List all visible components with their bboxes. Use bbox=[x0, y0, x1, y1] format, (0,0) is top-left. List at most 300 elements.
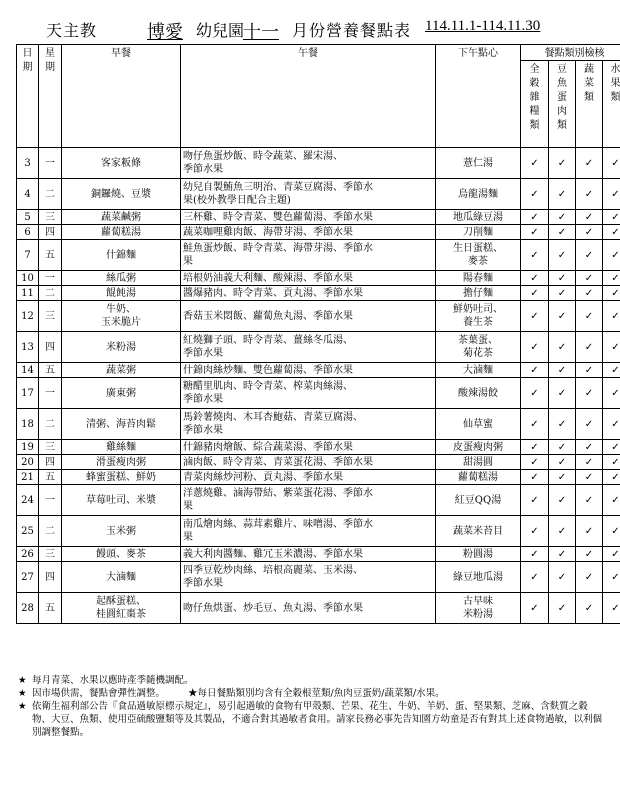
snack-cell bbox=[436, 225, 521, 240]
snack-cell bbox=[436, 470, 521, 485]
lunch-cell bbox=[181, 409, 436, 440]
snack-line: 養生茶 bbox=[463, 317, 493, 328]
star-bullet-icon: ★ bbox=[18, 688, 27, 699]
check-mark-icon: ✓ bbox=[549, 301, 576, 332]
snack-line: 蔬菜米苔目 bbox=[453, 525, 503, 537]
breakfast-line: 蜂蜜蛋糕、鮮奶 bbox=[86, 471, 156, 483]
check-mark-icon: ✓ bbox=[549, 485, 576, 516]
breakfast-cell bbox=[62, 240, 181, 271]
header-check-fruit: 水果類 bbox=[603, 61, 620, 148]
snack-line: 古早味 bbox=[463, 596, 493, 607]
check-mark-icon: ✓ bbox=[576, 148, 603, 179]
check-mark-icon: ✓ bbox=[603, 593, 620, 624]
lunch-cell bbox=[181, 485, 436, 516]
check-mark-icon: ✓ bbox=[521, 593, 549, 624]
header-lunch: 午餐 bbox=[181, 45, 436, 148]
day-cell: 24 bbox=[17, 485, 39, 516]
day-cell: 10 bbox=[17, 271, 39, 286]
snack-line: 擔仔麵 bbox=[463, 287, 493, 299]
check-mark-icon: ✓ bbox=[521, 562, 549, 593]
day-cell: 6 bbox=[17, 225, 39, 240]
snack-line: 菊花茶 bbox=[463, 348, 493, 359]
header-check-protein: 豆魚蛋肉類 bbox=[549, 61, 576, 148]
check-mark-icon: ✓ bbox=[549, 593, 576, 624]
table-row bbox=[17, 148, 620, 179]
weekday-cell: 五 bbox=[39, 593, 62, 624]
snack-cell bbox=[436, 409, 521, 440]
snack-line: 茶葉蛋、 bbox=[458, 335, 498, 346]
menu-table bbox=[16, 44, 620, 624]
check-mark-icon: ✓ bbox=[576, 378, 603, 409]
check-mark-icon: ✓ bbox=[603, 562, 620, 593]
breakfast-cell bbox=[62, 470, 181, 485]
lunch-line: 培根奶油義大利麵、酸辣湯、季節水果 bbox=[183, 272, 353, 284]
weekday-cell: 三 bbox=[39, 547, 62, 562]
check-mark-icon: ✓ bbox=[603, 485, 620, 516]
lunch-cell bbox=[181, 148, 436, 179]
snack-line: 大滷麵 bbox=[463, 364, 493, 376]
check-mark-icon: ✓ bbox=[576, 225, 603, 240]
snack-cell bbox=[436, 240, 521, 271]
lunch-cell bbox=[181, 363, 436, 378]
lunch-line: 果(校外教學日配合主題) bbox=[183, 195, 291, 206]
title-school-name: 博愛 bbox=[147, 22, 183, 43]
day-cell: 21 bbox=[17, 470, 39, 485]
note-allergens: 依衛生福利部公告『食品過敏原標示規定』，易引起過敏的食物有甲殼類、芒果、花生、牛奶、羊奶、蛋、堅果類、芝麻、含麩質之穀物、大豆、魚類、使用亞硫酸鹽類等及其製品，不適合對其過敏者食用。請家長務必事先告知園方幼童是否有對其上述食物過敏，以利個別調整餐點。 bbox=[32, 701, 603, 738]
day-cell: 11 bbox=[17, 286, 39, 301]
check-mark-icon: ✓ bbox=[521, 286, 549, 301]
check-mark-icon: ✓ bbox=[576, 271, 603, 286]
day-cell: 4 bbox=[17, 179, 39, 210]
header-day: 日期 bbox=[17, 45, 39, 148]
lunch-cell bbox=[181, 179, 436, 210]
lunch-cell bbox=[181, 593, 436, 624]
day-cell: 20 bbox=[17, 455, 39, 470]
lunch-line: 馬鈴薯燒肉、木耳杏鮑菇、青菜豆腐湯、 bbox=[183, 412, 363, 423]
check-mark-icon: ✓ bbox=[521, 240, 549, 271]
snack-cell bbox=[436, 332, 521, 363]
check-mark-icon: ✓ bbox=[549, 225, 576, 240]
snack-cell bbox=[436, 440, 521, 455]
check-mark-icon: ✓ bbox=[521, 378, 549, 409]
check-mark-icon: ✓ bbox=[549, 179, 576, 210]
check-mark-icon: ✓ bbox=[603, 363, 620, 378]
lunch-line: 吻仔魚烘蛋、炒毛豆、魚丸湯、季節水果 bbox=[183, 602, 363, 614]
lunch-line: 什錦肉絲炒麵、雙色蘿蔔湯、季節水果 bbox=[183, 364, 353, 376]
check-mark-icon: ✓ bbox=[576, 562, 603, 593]
breakfast-cell bbox=[62, 148, 181, 179]
snack-cell bbox=[436, 271, 521, 286]
check-mark-icon: ✓ bbox=[521, 470, 549, 485]
check-mark-icon: ✓ bbox=[576, 301, 603, 332]
breakfast-cell bbox=[62, 485, 181, 516]
check-mark-icon: ✓ bbox=[549, 470, 576, 485]
check-mark-icon: ✓ bbox=[576, 210, 603, 225]
menu-body bbox=[17, 148, 620, 624]
check-mark-icon: ✓ bbox=[603, 286, 620, 301]
check-mark-icon: ✓ bbox=[549, 547, 576, 562]
snack-cell bbox=[436, 210, 521, 225]
lunch-line: 醬爆豬肉、時令青菜、貢丸湯、季節水果 bbox=[183, 287, 363, 299]
table-row bbox=[17, 593, 620, 624]
breakfast-cell bbox=[62, 363, 181, 378]
check-mark-icon: ✓ bbox=[603, 240, 620, 271]
lunch-line: 蔬菜咖哩雞肉飯、海帶芽湯、季節水果 bbox=[183, 226, 353, 238]
breakfast-cell bbox=[62, 378, 181, 409]
lunch-line: 鮭魚蛋炒飯、時令青菜、海帶芽湯、季節水 bbox=[183, 243, 373, 254]
check-mark-icon: ✓ bbox=[603, 179, 620, 210]
lunch-line: 什錦豬肉燴飯、綜合蔬菜湯、季節水果 bbox=[183, 441, 353, 453]
check-mark-icon: ✓ bbox=[549, 210, 576, 225]
snack-cell bbox=[436, 301, 521, 332]
breakfast-line: 客家粄條 bbox=[101, 157, 141, 169]
day-cell: 12 bbox=[17, 301, 39, 332]
lunch-line: 季節水果 bbox=[183, 348, 223, 359]
weekday-cell: 一 bbox=[39, 378, 62, 409]
check-mark-icon: ✓ bbox=[576, 409, 603, 440]
breakfast-cell bbox=[62, 593, 181, 624]
check-mark-icon: ✓ bbox=[576, 440, 603, 455]
check-mark-icon: ✓ bbox=[603, 409, 620, 440]
snack-line: 仙草蜜 bbox=[463, 418, 493, 430]
day-cell: 3 bbox=[17, 148, 39, 179]
lunch-cell bbox=[181, 286, 436, 301]
note-line bbox=[16, 674, 606, 687]
check-mark-icon: ✓ bbox=[521, 440, 549, 455]
check-mark-icon: ✓ bbox=[521, 332, 549, 363]
check-mark-icon: ✓ bbox=[603, 455, 620, 470]
breakfast-line: 大滷麵 bbox=[106, 571, 136, 583]
check-mark-icon: ✓ bbox=[603, 440, 620, 455]
table-row bbox=[17, 378, 620, 409]
lunch-line: 果 bbox=[183, 532, 193, 543]
snack-line: 麥茶 bbox=[468, 256, 488, 267]
breakfast-cell bbox=[62, 516, 181, 547]
check-mark-icon: ✓ bbox=[521, 547, 549, 562]
day-cell: 13 bbox=[17, 332, 39, 363]
note-adjust: 因市場供需，餐點會彈性調整。 bbox=[32, 688, 166, 699]
day-cell: 17 bbox=[17, 378, 39, 409]
title-org: 天主教 bbox=[46, 21, 98, 40]
table-row bbox=[17, 271, 620, 286]
title-month: 十一 bbox=[243, 22, 279, 43]
table-row bbox=[17, 286, 620, 301]
weekday-cell: 二 bbox=[39, 179, 62, 210]
breakfast-line: 什錦麵 bbox=[106, 249, 136, 261]
lunch-line: 季節水果 bbox=[183, 164, 223, 175]
table-row bbox=[17, 409, 620, 440]
check-mark-icon: ✓ bbox=[549, 240, 576, 271]
weekday-cell: 四 bbox=[39, 225, 62, 240]
check-mark-icon: ✓ bbox=[576, 240, 603, 271]
check-mark-icon: ✓ bbox=[576, 455, 603, 470]
check-mark-icon: ✓ bbox=[603, 332, 620, 363]
lunch-line: 果 bbox=[183, 256, 193, 267]
lunch-cell bbox=[181, 455, 436, 470]
day-cell: 27 bbox=[17, 562, 39, 593]
snack-cell bbox=[436, 593, 521, 624]
snack-line: 生日蛋糕、 bbox=[453, 243, 503, 254]
check-mark-icon: ✓ bbox=[549, 148, 576, 179]
weekday-cell: 二 bbox=[39, 409, 62, 440]
check-mark-icon: ✓ bbox=[521, 455, 549, 470]
breakfast-cell bbox=[62, 455, 181, 470]
table-row bbox=[17, 179, 620, 210]
check-mark-icon: ✓ bbox=[603, 210, 620, 225]
star-bullet-icon: ★ bbox=[18, 675, 27, 686]
check-mark-icon: ✓ bbox=[521, 271, 549, 286]
lunch-cell bbox=[181, 240, 436, 271]
check-mark-icon: ✓ bbox=[549, 332, 576, 363]
breakfast-line: 玉米粥 bbox=[106, 525, 136, 537]
check-mark-icon: ✓ bbox=[603, 547, 620, 562]
snack-cell bbox=[436, 286, 521, 301]
lunch-cell bbox=[181, 547, 436, 562]
table-row bbox=[17, 210, 620, 225]
breakfast-cell bbox=[62, 286, 181, 301]
lunch-line: 義大利肉醬麵、雞冗玉米濃湯、季節水果 bbox=[183, 548, 363, 560]
breakfast-cell bbox=[62, 332, 181, 363]
check-mark-icon: ✓ bbox=[521, 409, 549, 440]
check-mark-icon: ✓ bbox=[549, 409, 576, 440]
weekday-cell: 二 bbox=[39, 286, 62, 301]
lunch-cell bbox=[181, 440, 436, 455]
snack-cell bbox=[436, 378, 521, 409]
header-check-group: 餐點類別檢核 bbox=[521, 45, 620, 61]
lunch-line: 香菇玉米悶飯、蘿蔔魚丸湯、季節水果 bbox=[183, 310, 353, 322]
check-mark-icon: ✓ bbox=[603, 301, 620, 332]
weekday-cell: 三 bbox=[39, 301, 62, 332]
check-mark-icon: ✓ bbox=[549, 286, 576, 301]
breakfast-cell bbox=[62, 271, 181, 286]
check-mark-icon: ✓ bbox=[521, 210, 549, 225]
lunch-line: 季節水果 bbox=[183, 578, 223, 589]
breakfast-line: 起酥蛋糕、 bbox=[96, 596, 146, 607]
check-mark-icon: ✓ bbox=[549, 455, 576, 470]
breakfast-line: 清粥、海苔肉鬆 bbox=[86, 418, 156, 430]
breakfast-cell bbox=[62, 547, 181, 562]
lunch-cell bbox=[181, 225, 436, 240]
menu-title bbox=[0, 18, 620, 43]
lunch-line: 四季豆乾炒肉絲、培根高麗菜、玉米湯、 bbox=[183, 565, 363, 576]
breakfast-line: 玉米脆片 bbox=[101, 317, 141, 328]
day-cell: 18 bbox=[17, 409, 39, 440]
check-mark-icon: ✓ bbox=[576, 363, 603, 378]
weekday-cell: 四 bbox=[39, 332, 62, 363]
snack-line: 粉圓湯 bbox=[463, 548, 493, 560]
snack-line: 酸辣湯餃 bbox=[458, 387, 498, 399]
lunch-cell bbox=[181, 562, 436, 593]
snack-line: 刀削麵 bbox=[463, 226, 493, 238]
check-mark-icon: ✓ bbox=[576, 516, 603, 547]
header-snack: 下午點心 bbox=[436, 45, 521, 148]
title-date-range: 114.11.1-114.11.30 bbox=[425, 18, 541, 34]
lunch-line: 季節水果 bbox=[183, 394, 223, 405]
lunch-line: 吻仔魚蛋炒飯、時令蔬菜、羅宋湯、 bbox=[183, 151, 343, 162]
check-mark-icon: ✓ bbox=[576, 286, 603, 301]
day-cell: 28 bbox=[17, 593, 39, 624]
note-produce: 每月青菜、水果以應時產季隨機調配。 bbox=[32, 675, 194, 686]
note-line bbox=[16, 687, 606, 700]
day-cell: 19 bbox=[17, 440, 39, 455]
lunch-cell bbox=[181, 332, 436, 363]
lunch-line: 季節水果 bbox=[183, 425, 223, 436]
weekday-cell: 三 bbox=[39, 440, 62, 455]
day-cell: 14 bbox=[17, 363, 39, 378]
breakfast-line: 蔬菜鹹粥 bbox=[101, 211, 141, 223]
day-cell: 25 bbox=[17, 516, 39, 547]
weekday-cell: 一 bbox=[39, 148, 62, 179]
breakfast-line: 桂圓紅棗茶 bbox=[96, 609, 146, 620]
breakfast-line: 饅頭、麥茶 bbox=[96, 548, 146, 560]
weekday-cell: 五 bbox=[39, 240, 62, 271]
lunch-cell bbox=[181, 210, 436, 225]
check-mark-icon: ✓ bbox=[521, 485, 549, 516]
lunch-cell bbox=[181, 378, 436, 409]
header-breakfast: 早餐 bbox=[62, 45, 181, 148]
notes bbox=[16, 674, 606, 739]
check-mark-icon: ✓ bbox=[603, 378, 620, 409]
header-weekday: 星期 bbox=[39, 45, 62, 148]
lunch-line: 三杯雞、時令青菜、雙色蘿蔔湯、季節水果 bbox=[183, 211, 373, 223]
table-row bbox=[17, 363, 620, 378]
note-line bbox=[16, 700, 606, 739]
snack-cell bbox=[436, 363, 521, 378]
table-row bbox=[17, 516, 620, 547]
check-mark-icon: ✓ bbox=[576, 332, 603, 363]
lunch-line: 果 bbox=[183, 501, 193, 512]
breakfast-cell bbox=[62, 409, 181, 440]
check-mark-icon: ✓ bbox=[521, 301, 549, 332]
header-check-grains: 全穀雜糧類 bbox=[521, 61, 549, 148]
breakfast-line: 雞絲麵 bbox=[106, 441, 136, 453]
breakfast-line: 蔬菜粥 bbox=[106, 364, 136, 376]
star-bullet-icon: ★ bbox=[18, 701, 27, 712]
snack-line: 米粉湯 bbox=[463, 609, 493, 620]
weekday-cell: 一 bbox=[39, 271, 62, 286]
breakfast-line: 銅鑼燒、豆漿 bbox=[91, 188, 151, 200]
check-mark-icon: ✓ bbox=[549, 440, 576, 455]
check-mark-icon: ✓ bbox=[603, 271, 620, 286]
check-mark-icon: ✓ bbox=[549, 516, 576, 547]
check-mark-icon: ✓ bbox=[576, 547, 603, 562]
lunch-line: 糖醋里肌肉、時令青菜、榨菜肉絲湯、 bbox=[183, 381, 353, 392]
weekday-cell: 四 bbox=[39, 455, 62, 470]
breakfast-line: 牛奶、 bbox=[106, 304, 136, 315]
snack-cell bbox=[436, 562, 521, 593]
lunch-line: 幼兒自製鮪魚三明治、青菜豆腐湯、季節水 bbox=[183, 182, 373, 193]
table-row bbox=[17, 332, 620, 363]
weekday-cell: 二 bbox=[39, 516, 62, 547]
title-label: 月份營養餐點表 bbox=[292, 21, 412, 40]
check-mark-icon: ✓ bbox=[603, 225, 620, 240]
check-mark-icon: ✓ bbox=[521, 148, 549, 179]
snack-line: 薏仁湯 bbox=[463, 157, 493, 169]
snack-cell bbox=[436, 547, 521, 562]
check-mark-icon: ✓ bbox=[576, 470, 603, 485]
breakfast-cell bbox=[62, 562, 181, 593]
table-row bbox=[17, 225, 620, 240]
snack-line: 甜湯圓 bbox=[463, 456, 493, 468]
snack-cell bbox=[436, 516, 521, 547]
breakfast-cell bbox=[62, 225, 181, 240]
breakfast-line: 餛飩湯 bbox=[106, 287, 136, 299]
day-cell: 26 bbox=[17, 547, 39, 562]
breakfast-line: 滑蛋瘦肉粥 bbox=[96, 456, 146, 468]
snack-cell bbox=[436, 179, 521, 210]
table-row bbox=[17, 485, 620, 516]
check-mark-icon: ✓ bbox=[549, 363, 576, 378]
check-mark-icon: ✓ bbox=[549, 271, 576, 286]
check-mark-icon: ✓ bbox=[576, 485, 603, 516]
breakfast-line: 草莓吐司、米漿 bbox=[86, 494, 156, 506]
weekday-cell: 一 bbox=[39, 485, 62, 516]
lunch-line: 紅燒獅子頭、時令青菜、薑絲冬瓜湯、 bbox=[183, 335, 353, 346]
snack-line: 蘿蔔糕湯 bbox=[458, 471, 498, 483]
check-mark-icon: ✓ bbox=[521, 179, 549, 210]
table-row bbox=[17, 240, 620, 271]
breakfast-cell bbox=[62, 301, 181, 332]
lunch-cell bbox=[181, 301, 436, 332]
lunch-cell bbox=[181, 271, 436, 286]
lunch-cell bbox=[181, 470, 436, 485]
check-mark-icon: ✓ bbox=[521, 363, 549, 378]
table-row bbox=[17, 440, 620, 455]
snack-line: 鮮奶吐司、 bbox=[453, 304, 503, 315]
breakfast-line: 蘿蔔糕湯 bbox=[101, 226, 141, 238]
check-mark-icon: ✓ bbox=[576, 593, 603, 624]
day-cell: 5 bbox=[17, 210, 39, 225]
check-mark-icon: ✓ bbox=[549, 378, 576, 409]
table-row bbox=[17, 301, 620, 332]
snack-line: 紅豆QQ湯 bbox=[454, 494, 502, 506]
snack-line: 陽春麵 bbox=[463, 272, 493, 284]
check-mark-icon: ✓ bbox=[521, 225, 549, 240]
weekday-cell: 五 bbox=[39, 470, 62, 485]
day-cell: 7 bbox=[17, 240, 39, 271]
lunch-line: 滷肉飯、時令青菜、青菜蛋花湯、季節水果 bbox=[183, 456, 373, 468]
snack-cell bbox=[436, 485, 521, 516]
table-row bbox=[17, 470, 620, 485]
note-categories: ★每日餐點類別均含有全穀根莖類/魚肉豆蛋奶/蔬菜類/水果。 bbox=[188, 688, 445, 699]
check-mark-icon: ✓ bbox=[521, 516, 549, 547]
title-school-type: 幼兒園 bbox=[196, 21, 245, 40]
breakfast-cell bbox=[62, 179, 181, 210]
check-mark-icon: ✓ bbox=[603, 516, 620, 547]
check-mark-icon: ✓ bbox=[603, 148, 620, 179]
check-mark-icon: ✓ bbox=[549, 562, 576, 593]
snack-cell bbox=[436, 148, 521, 179]
lunch-line: 洋蔥燒雞、滷海帶結、紫菜蛋花湯、季節水 bbox=[183, 488, 373, 499]
lunch-cell bbox=[181, 516, 436, 547]
header-check-vegetables: 蔬菜類 bbox=[576, 61, 603, 148]
table-row bbox=[17, 547, 620, 562]
breakfast-cell bbox=[62, 440, 181, 455]
snack-line: 地瓜綠豆湯 bbox=[453, 211, 503, 223]
snack-line: 烏龍湯麵 bbox=[458, 188, 498, 200]
table-row bbox=[17, 562, 620, 593]
breakfast-cell bbox=[62, 210, 181, 225]
breakfast-line: 廣東粥 bbox=[106, 387, 136, 399]
snack-line: 皮蛋瘦肉粥 bbox=[453, 441, 503, 453]
breakfast-line: 絲瓜粥 bbox=[106, 272, 136, 284]
check-mark-icon: ✓ bbox=[603, 470, 620, 485]
weekday-cell: 五 bbox=[39, 363, 62, 378]
snack-cell bbox=[436, 455, 521, 470]
weekday-cell: 三 bbox=[39, 210, 62, 225]
breakfast-line: 米粉湯 bbox=[106, 341, 136, 353]
snack-line: 綠豆地瓜湯 bbox=[453, 571, 503, 583]
